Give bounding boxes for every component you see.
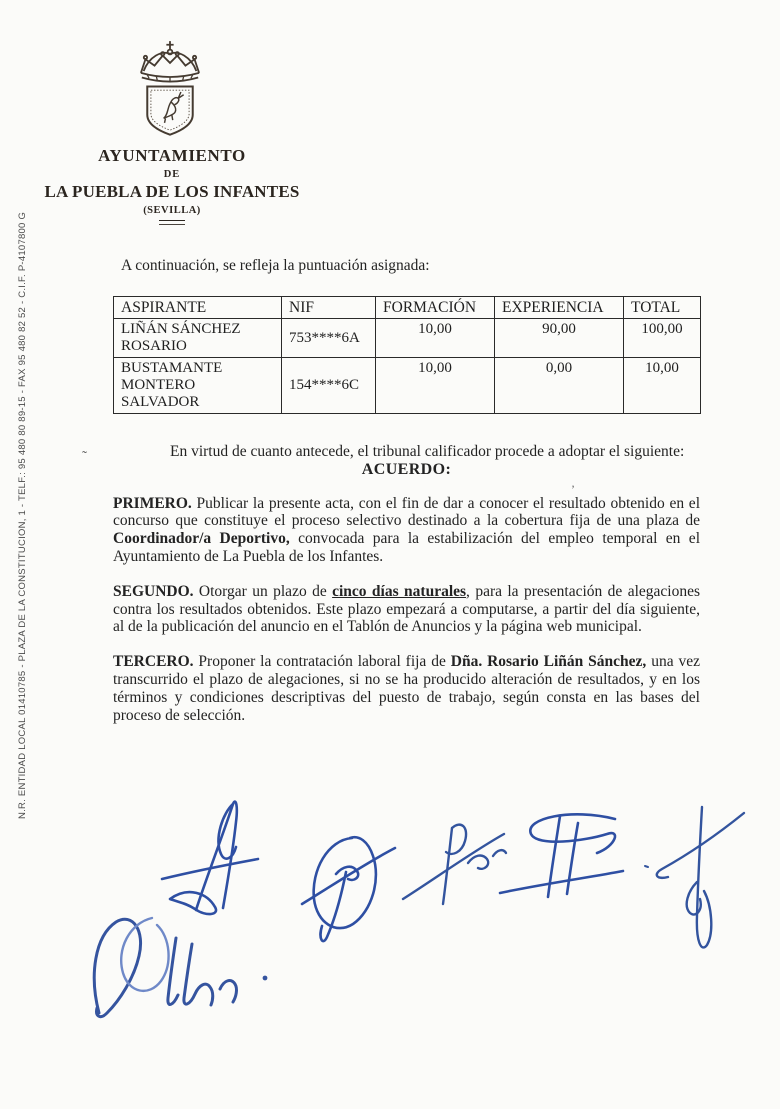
col-total: TOTAL [624,297,701,319]
signature-3 [403,825,506,904]
cell-aspirante: LIÑÁN SÁNCHEZ ROSARIO [114,319,282,358]
signature-4 [500,814,623,897]
paragraph-tercero: TERCERO. Proponer la contratación laboral fija de Dña. Rosario Liñán Sánchez, una vez transcurrido el plazo de alegaciones, si no se ha producido alteración de resultados, y en los términos y condiciones descriptivas del puesto de trabajo, según consta en las bases del proceso de selección. [113,653,700,724]
segundo-label: SEGUNDO. [113,582,194,600]
score-table [113,296,701,414]
letterhead-title: AYUNTAMIENTO [98,146,246,165]
preamble: En virtud de cuanto antecede, el tribunal calificador procede a adoptar el siguiente: [170,443,685,460]
primero-label: PRIMERO. [113,494,192,512]
col-aspirante: ASPIRANTE [114,297,282,319]
cell-experiencia: 0,00 [495,358,624,414]
cell-aspirante: BUSTAMANTE MONTERO SALVADOR [114,358,282,414]
coat-of-arms-icon [120,30,220,144]
letterhead-rule [159,220,185,225]
letterhead-of: DE [163,169,181,180]
letterhead [37,146,307,225]
cell-total: 10,00 [624,358,701,414]
score-table-header-row [114,297,701,319]
cell-nif: 154****6C [282,358,376,414]
scan-artifact: ˜ [82,449,87,465]
cell-nif: 753****6A [282,319,376,358]
registry-sidebar-text: N.R. ENTIDAD LOCAL 01410785 - PLAZA DE LA CONSTITUCION, 1 - TELF.: 95 480 80 89-15 - FAX 95 480 82 52 - C.I.F. P-4107800 G [17,211,28,819]
cell-formacion: 10,00 [376,358,495,414]
letterhead-province: (SEVILLA) [143,205,201,216]
paragraph-primero: PRIMERO. Publicar la presente acta, con el fin de dar a conocer el resultado obtenido en el concurso que constituye el proceso selectivo destinado a la cobertura fija de una plaza de Coordinador/a Deportivo, convocada para la estabilización del empleo temporal en el Ayuntamiento de La Puebla de los Infantes. [113,494,700,565]
tercero-label: TERCERO. [113,653,194,671]
cell-formacion: 10,00 [376,319,495,358]
table-row [114,358,701,414]
acuerdo-heading: ACUERDO: [361,460,452,478]
letterhead-municipality: LA PUEBLA DE LOS INFANTES [44,182,300,201]
signatures-block [60,795,760,1035]
table-row [114,319,701,358]
scan-artifact: ’ [571,482,575,496]
signature-5 [645,807,744,947]
intro-line: A continuación, se refleja la puntuación asignada: [121,257,430,274]
signature-1 [162,802,258,914]
paragraph-segundo: SEGUNDO. Otorgar un plazo de cinco días naturales, para la presentación de alegaciones contra los resultados obtenidos. Este plazo empezará a computarse, a partir del día siguiente, al de la publicación del anuncio en el Tablón de Anuncios y la página web municipal. [113,582,700,636]
signature-2 [302,837,395,941]
col-experiencia: EXPERIENCIA [495,297,624,319]
signature-6 [94,918,267,1017]
col-formacion: FORMACIÓN [376,297,495,319]
col-nif: NIF [282,297,376,319]
cell-experiencia: 90,00 [495,319,624,358]
cell-total: 100,00 [624,319,701,358]
document-body [113,443,700,724]
